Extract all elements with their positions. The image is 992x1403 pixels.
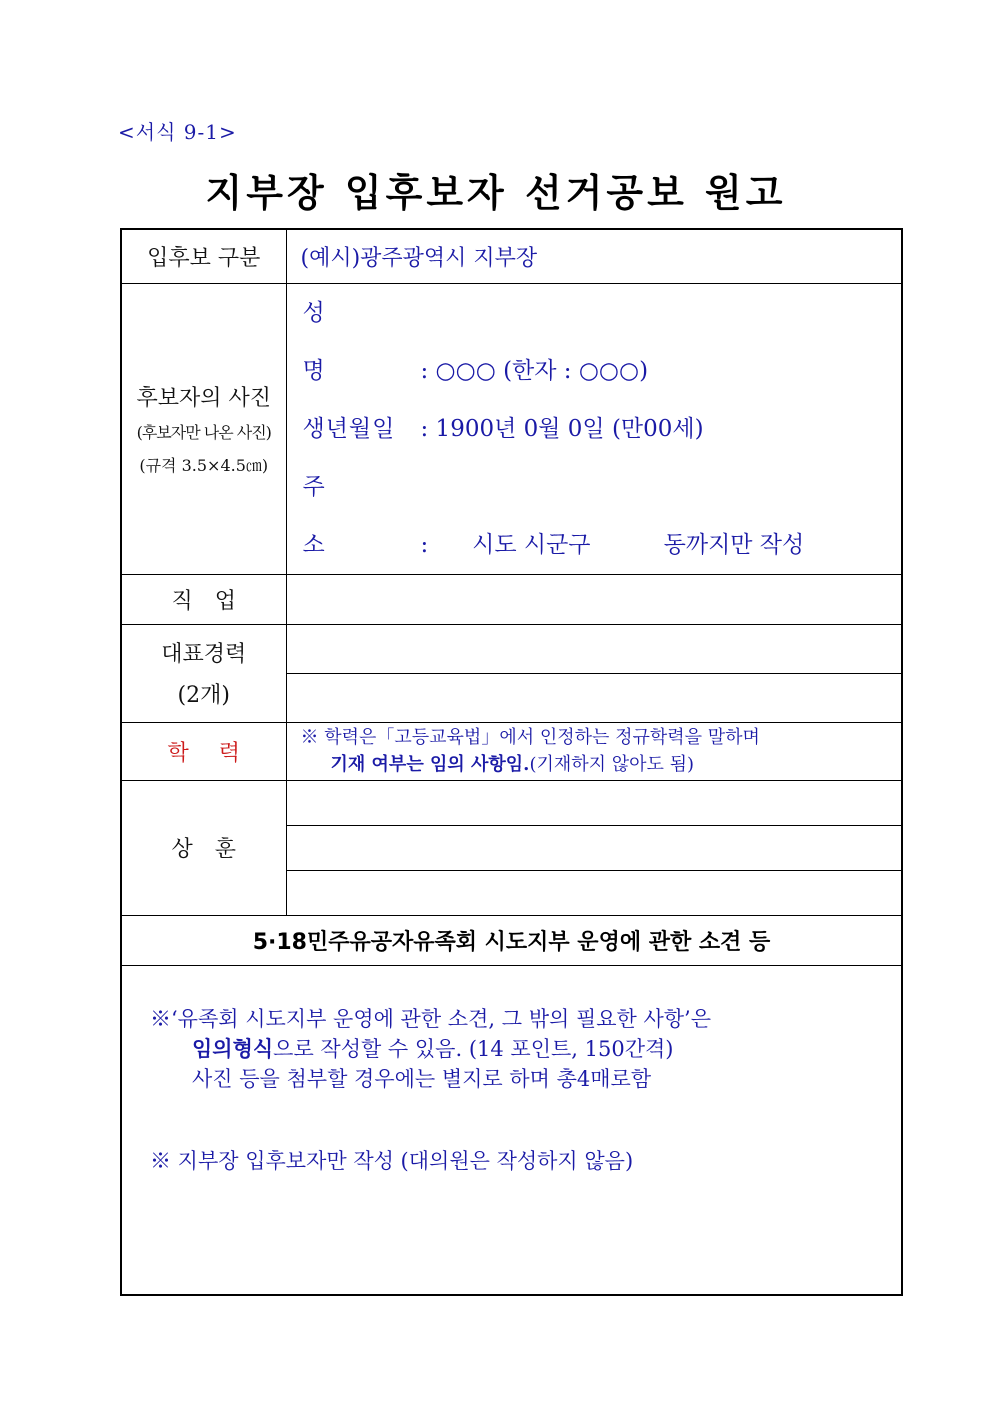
address-value: : 시도 시군구 동까지만 작성 [420,531,805,558]
opinion-note-line4: ※ 지부장 입후보자만 작성 (대의원은 작성하지 않음) [150,1148,634,1173]
photo-label: 후보자의 사진 [136,386,271,411]
education-note-cell[interactable] [286,722,902,780]
opinion-note-line2-rest: 으로 작성할 수 있음. (14 포인트, 150간격) [273,1036,674,1061]
birth-value: : 1900년 0월 0일 (만00세) [420,415,704,442]
address-key: 주소 [302,473,381,558]
career-label: 대표경력 [161,642,247,667]
category-label: 입후보 구분 [121,229,286,283]
spacer [150,1094,901,1146]
education-note-line1: ※ 학력은「고등교육법」에서 인정하는 정규학력을 말하며 [300,727,760,748]
education-note-tail: (기재하지 않아도 됨) [529,754,695,775]
job-row [121,574,902,624]
opinion-note-line3: 사진 등을 첨부할 경우에는 별지로 하며 총4매로함 [192,1066,652,1091]
candidate-info-cell[interactable] [286,283,902,574]
name-line [303,284,902,400]
category-value[interactable]: (예시)광주광역시 지부장 [286,229,902,283]
address-line [303,458,902,574]
section-title-row [121,915,902,965]
photo-sub-label: (후보자만 나온 사진) [136,423,271,442]
career-label-cell [121,624,286,722]
opinion-row [121,965,902,1295]
category-row [121,229,902,283]
awards-input-3[interactable] [286,870,902,915]
photo-size-label: (규격 3.5×4.5㎝) [139,456,269,475]
opinion-note-bold: 임의형식 [192,1035,274,1061]
name-value: : ○○○ (한자 : ○○○) [420,357,649,384]
education-note-line2 [301,751,902,778]
career-sub-label: (2개) [177,683,230,708]
awards-input-1[interactable] [286,780,902,825]
name-key: 성명 [302,299,381,384]
awards-row-1 [121,780,902,825]
opinion-cell[interactable] [121,965,902,1295]
birth-line [303,400,902,458]
awards-input-2[interactable] [286,825,902,870]
candidate-form-table [120,228,903,1296]
opinion-note-line1: ※‘유족회 시도지부 운영에 관한 소견, 그 밖의 필요한 사항’은 [150,1006,712,1031]
section-title: 5·18민주유공자유족회 시도지부 운영에 관한 소견 등 [121,915,902,965]
career-input-2[interactable] [286,673,902,722]
education-row [121,722,902,780]
photo-label-cell [121,283,286,574]
career-input-1[interactable] [286,624,902,673]
job-label: 직업 [121,574,286,624]
awards-label: 상훈 [121,780,286,915]
career-row-1 [121,624,902,673]
opinion-note-line2 [150,1034,901,1064]
education-label: 학력 [121,722,286,780]
education-note-bold: 기재 여부는 임의 사항임. [330,754,530,775]
job-input-cell[interactable] [286,574,902,624]
photo-info-row [121,283,902,574]
birth-key: 생년월일 [302,415,396,442]
form-code: <서식 9-1> [118,120,237,144]
document-title: 지부장 입후보자 선거공보 원고 [205,171,787,215]
